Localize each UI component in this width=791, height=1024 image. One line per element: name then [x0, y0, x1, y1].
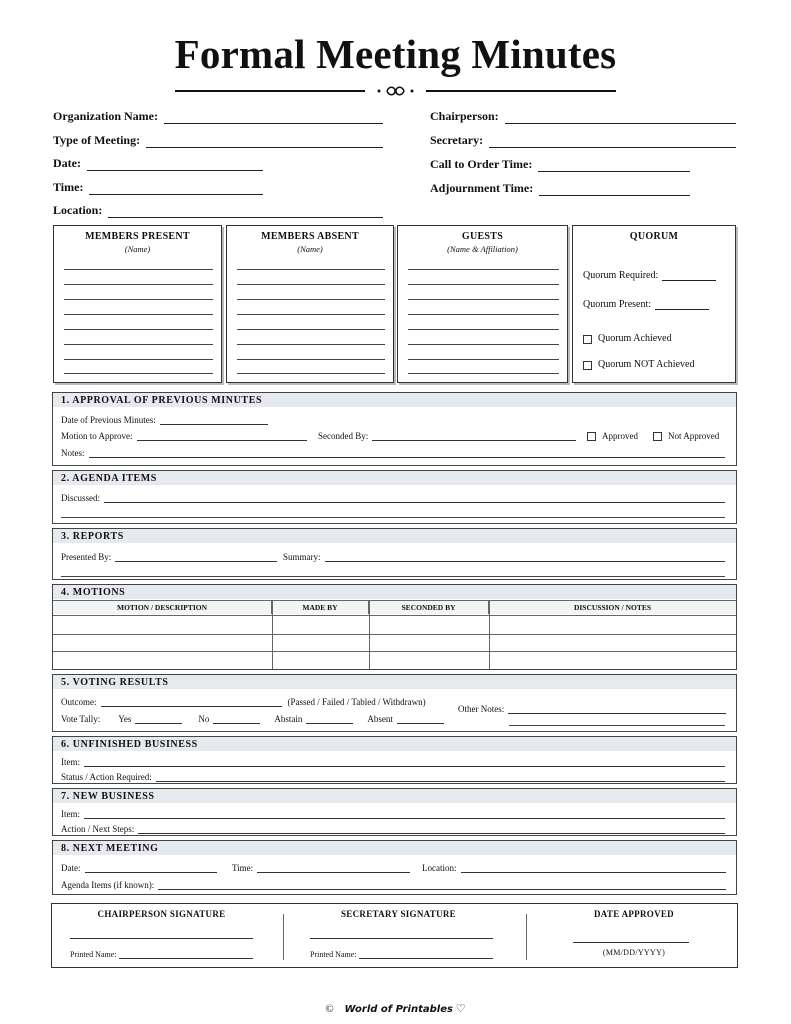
approval-notes-label: Notes:	[61, 448, 85, 458]
members-absent-title: MEMBERS ABSENT	[261, 231, 359, 242]
approval-section	[52, 392, 737, 466]
name-line[interactable]	[237, 269, 385, 270]
reports-section	[52, 528, 737, 580]
ornament-icon	[375, 83, 416, 99]
time-field[interactable]	[53, 180, 263, 195]
new-business-section	[52, 788, 737, 836]
next-meeting-title: 8. NEXT MEETING	[53, 841, 736, 855]
chair-signature-line[interactable]	[70, 938, 253, 939]
time-label: Time:	[53, 180, 84, 194]
checkbox-icon	[583, 335, 592, 344]
unfinished-item-field[interactable]	[61, 755, 725, 767]
agenda-title: 2. AGENDA ITEMS	[53, 471, 736, 485]
status-action-field[interactable]	[61, 770, 725, 782]
quorum-not-achieved-checkbox[interactable]	[583, 359, 694, 370]
quorum-required-field[interactable]	[583, 270, 716, 281]
next-location-label: Location:	[422, 863, 457, 873]
discussed-label: Discussed:	[61, 493, 100, 503]
new-item-label: Item:	[61, 809, 80, 819]
guest-line[interactable]	[408, 284, 559, 285]
name-line[interactable]	[64, 269, 213, 270]
guest-line[interactable]	[408, 373, 559, 374]
made-by-col-header: MADE BY	[272, 601, 369, 614]
name-line[interactable]	[64, 373, 213, 374]
meeting-type-label: Type of Meeting:	[53, 133, 141, 147]
date-prev-minutes-label: Date of Previous Minutes:	[61, 415, 156, 425]
agenda-known-label: Agenda Items (if known):	[61, 880, 155, 890]
outcome-field[interactable]	[61, 695, 426, 707]
chairperson-label: Chairperson:	[430, 109, 499, 123]
discussed-field[interactable]	[61, 491, 725, 503]
other-notes-field[interactable]	[458, 702, 726, 714]
call-to-order-field[interactable]	[430, 157, 690, 172]
page-title: Formal Meeting Minutes	[174, 31, 617, 77]
secretary-field[interactable]	[430, 133, 736, 148]
call-to-order-label: Call to Order Time:	[430, 157, 533, 171]
name-line[interactable]	[237, 329, 385, 330]
checkbox-icon	[653, 432, 662, 441]
title-divider	[175, 83, 616, 99]
unfinished-item-label: Item:	[61, 757, 80, 767]
next-steps-field[interactable]	[61, 822, 725, 834]
quorum-not-achieved-label: Quorum NOT Achieved	[598, 359, 695, 370]
absent-count-field[interactable]	[397, 715, 444, 724]
secretary-signature-line[interactable]	[310, 938, 493, 939]
next-location-field[interactable]	[422, 861, 726, 873]
adjournment-field[interactable]	[430, 181, 690, 196]
new-item-field[interactable]	[61, 807, 725, 819]
secretary-signature-title: SECRETARY SIGNATURE	[341, 909, 456, 919]
guests-sub: (Name & Affiliation)	[447, 244, 518, 254]
no-label: No	[198, 714, 210, 724]
yes-count-field[interactable]	[135, 715, 182, 724]
new-business-title: 7. NEW BUSINESS	[53, 789, 736, 803]
members-present-sub: (Name)	[124, 244, 151, 254]
guest-line[interactable]	[408, 344, 559, 345]
date-approved-title: DATE APPROVED	[594, 909, 674, 919]
secretary-printed-name-label: Printed Name:	[310, 950, 357, 959]
chair-signature-title: CHAIRPERSON SIGNATURE	[97, 909, 226, 919]
absent-label: Absent	[367, 714, 393, 724]
other-notes-extra-line[interactable]	[509, 725, 725, 726]
guest-line[interactable]	[408, 299, 559, 300]
members-present-box	[53, 225, 222, 383]
approved-label: Approved	[602, 431, 638, 441]
adjournment-label: Adjournment Time:	[430, 181, 534, 195]
date-format-hint: (MM/DD/YYYY)	[602, 948, 666, 957]
presented-by-field[interactable]	[61, 550, 277, 562]
name-line[interactable]	[64, 314, 213, 315]
quorum-present-field[interactable]	[583, 299, 709, 310]
members-present-title: MEMBERS PRESENT	[85, 231, 190, 242]
name-line[interactable]	[237, 299, 385, 300]
members-absent-sub: (Name)	[297, 244, 323, 254]
voting-section	[52, 674, 737, 732]
reports-title: 3. REPORTS	[53, 529, 736, 543]
guest-line[interactable]	[408, 359, 559, 360]
outcome-label: Outcome:	[61, 697, 97, 707]
date-label: Date:	[53, 156, 81, 170]
seconded-by-field[interactable]	[318, 429, 576, 441]
motions-section	[52, 584, 737, 670]
brand-logo: World of Printables	[344, 1004, 453, 1015]
name-line[interactable]	[237, 344, 385, 345]
guests-box	[397, 225, 568, 383]
date-field[interactable]	[53, 156, 263, 171]
approved-checkbox[interactable]	[587, 429, 638, 441]
quorum-title: QUORUM	[629, 231, 679, 242]
motions-title: 4. MOTIONS	[53, 585, 736, 599]
name-line[interactable]	[64, 284, 213, 285]
chair-printed-name-field[interactable]	[70, 950, 253, 959]
guest-line[interactable]	[408, 329, 559, 330]
other-notes-label: Other Notes:	[458, 704, 505, 714]
checkbox-icon	[587, 432, 596, 441]
name-line[interactable]	[237, 373, 385, 374]
members-absent-box	[226, 225, 394, 383]
name-line[interactable]	[237, 359, 385, 360]
discussion-col-header: DISCUSSION / NOTES	[573, 603, 652, 612]
guest-line[interactable]	[408, 314, 559, 315]
name-line[interactable]	[64, 299, 213, 300]
signature-box	[51, 903, 738, 968]
presented-by-label: Presented By:	[61, 552, 112, 562]
abstain-count-field[interactable]	[306, 715, 353, 724]
quorum-box	[572, 225, 736, 383]
location-label: Location:	[53, 203, 103, 217]
quorum-achieved-checkbox[interactable]	[583, 333, 672, 344]
next-date-label: Date:	[61, 863, 81, 873]
quorum-achieved-label: Quorum Achieved	[598, 333, 672, 344]
motion-col-header: MOTION / DESCRIPTION	[53, 601, 272, 614]
chairperson-field[interactable]	[430, 109, 736, 124]
voting-title: 5. VOTING RESULTS	[53, 675, 736, 689]
secretary-label: Secretary:	[430, 133, 484, 147]
chair-printed-name-label: Printed Name:	[70, 950, 117, 959]
next-time-label: Time:	[232, 863, 254, 873]
table-row	[53, 634, 736, 635]
reports-extra-line[interactable]	[61, 576, 725, 577]
next-date-field[interactable]	[61, 861, 217, 873]
guest-line[interactable]	[408, 269, 559, 270]
secretary-printed-name-field[interactable]	[310, 950, 493, 959]
summary-label: Summary:	[283, 552, 321, 562]
next-meeting-section	[52, 840, 737, 895]
outcome-options: (Passed / Failed / Tabled / Withdrawn)	[287, 697, 426, 707]
unfinished-business-title: 6. UNFINISHED BUSINESS	[53, 737, 736, 751]
approval-notes-field[interactable]	[61, 446, 725, 458]
name-line[interactable]	[64, 344, 213, 345]
guests-title: GUESTS	[461, 231, 504, 242]
agenda-extra-line[interactable]	[61, 517, 725, 518]
table-row	[53, 651, 736, 652]
seconded-by-label: Seconded By:	[318, 431, 369, 441]
checkbox-icon	[583, 361, 592, 370]
not-approved-checkbox[interactable]	[653, 429, 719, 441]
meeting-type-field[interactable]	[53, 133, 383, 148]
no-count-field[interactable]	[213, 715, 260, 724]
abstain-label: Abstain	[274, 714, 303, 724]
name-line[interactable]	[237, 314, 385, 315]
not-approved-label: Not Approved	[668, 431, 720, 441]
footer	[0, 1002, 791, 1015]
unfinished-business-section	[52, 736, 737, 784]
agenda-section	[52, 470, 737, 524]
motions-table-header	[53, 601, 736, 614]
date-prev-minutes-field[interactable]	[61, 413, 268, 425]
date-approved-line[interactable]	[573, 942, 689, 943]
approval-title: 1. APPROVAL OF PREVIOUS MINUTES	[53, 393, 736, 407]
quorum-required-label: Quorum Required:	[583, 270, 659, 281]
vote-tally-row	[61, 712, 444, 724]
motion-to-approve-field[interactable]	[61, 429, 307, 441]
summary-field[interactable]	[283, 550, 725, 562]
status-action-label: Status / Action Required:	[61, 772, 152, 782]
copyright-symbol: ©	[325, 1003, 334, 1015]
location-field[interactable]	[53, 203, 383, 218]
next-time-field[interactable]	[232, 861, 410, 873]
name-line[interactable]	[64, 359, 213, 360]
agenda-known-field[interactable]	[61, 878, 726, 890]
vote-tally-label: Vote Tally:	[61, 714, 101, 724]
next-steps-label: Action / Next Steps:	[61, 824, 135, 834]
yes-label: Yes	[118, 714, 132, 724]
seconded-by-col-header: SECONDED BY	[369, 601, 489, 614]
name-line[interactable]	[237, 284, 385, 285]
organization-name-label: Organization Name:	[53, 109, 158, 123]
heart-icon: ♡	[455, 1003, 466, 1015]
organization-name-field[interactable]	[53, 109, 383, 124]
quorum-present-label: Quorum Present:	[583, 299, 652, 310]
motion-to-approve-label: Motion to Approve:	[61, 431, 133, 441]
name-line[interactable]	[64, 329, 213, 330]
